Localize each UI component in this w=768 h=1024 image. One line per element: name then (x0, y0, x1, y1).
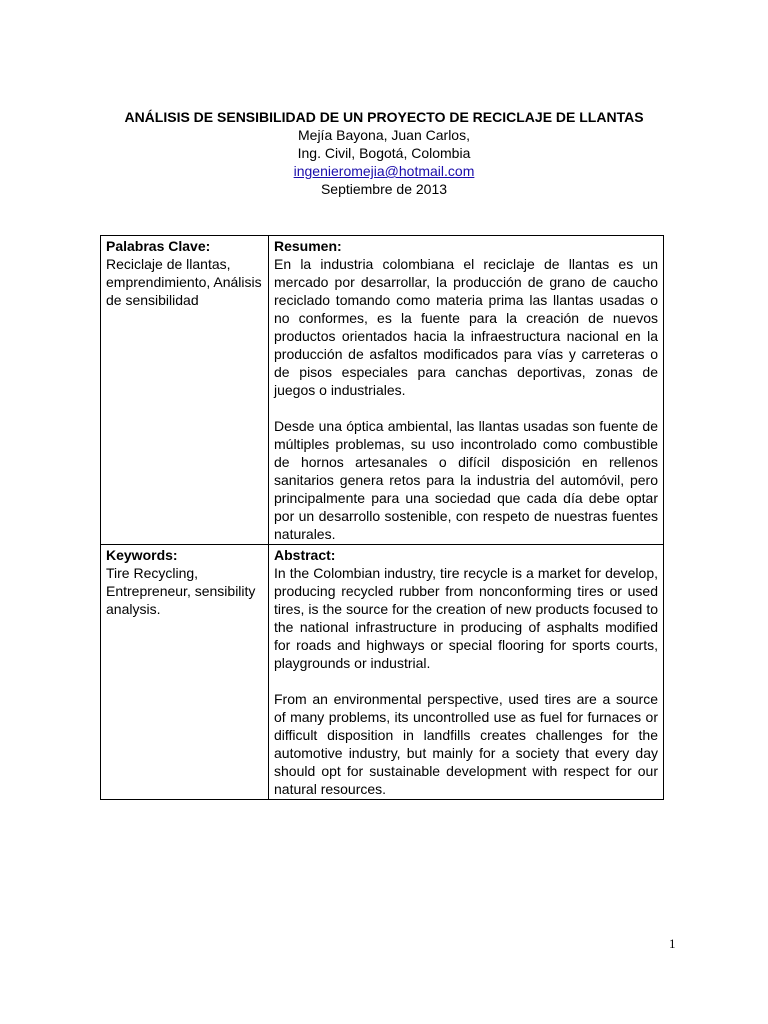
abstract-paragraph-2: From an environmental perspective, used tires are a source of many problems, its uncontrolled use as fuel for furnaces or difficult disposition in landfills creates challenges for the automotive industry, but mainly for a society that every day should opt for sustainable development with respect for our natural resources. (274, 691, 658, 797)
abstract-paragraph-1: In the Colombian industry, tire recycle is a market for develop, producing recycled rubber from nonconforming tires or used tires, is the source for the creation of new products focused to the national infrastructure in producing of asphalts modified for roads and highways or special flooring for sports courts, playgrounds or industrial. (274, 565, 658, 671)
author-email-link[interactable]: ingenieromejia@hotmail.com (293, 163, 475, 179)
resumen-paragraph-1: En la industria colombiana el reciclaje de llantas es un mercado por desarrollar, la producción de grano de caucho reciclado tomando como materia prima las llantas usadas o no conformes, es la fuente para la creación de nuevos productos orientados hacia la infraestructura nacional en la producción de asfaltos modificados para vías y carreteras o de pisos especiales para canchas deportivas, zonas de juegos o industriales. (274, 256, 658, 398)
resumen-paragraph-2: Desde una óptica ambiental, las llantas usadas son fuente de múltiples problemas, su uso incontrolado como combustible de hornos artesanales o difícil disposición en rellenos sanitarios genera retos para la industria del automóvil, pero principalmente para una sociedad que cada día debe optar por un desarrollo sostenible, con respeto de nuestras fuentes naturales. (274, 418, 658, 542)
keywords-abstract-table (100, 235, 664, 800)
palabras-clave-label: Palabras Clave: (106, 238, 211, 254)
keywords-text: Tire Recycling, Entrepreneur, sensibility analysis. (106, 565, 256, 617)
palabras-clave-text: Reciclaje de llantas, emprendimiento, Análisis de sensibilidad (106, 256, 262, 308)
author-name: Mejía Bayona, Juan Carlos, (298, 127, 470, 143)
document-header (0, 108, 768, 198)
publication-date: Septiembre de 2013 (320, 181, 448, 197)
abstract-cell (269, 545, 664, 800)
resumen-label: Resumen: (274, 238, 342, 254)
spanish-row (101, 236, 664, 545)
palabras-clave-cell (101, 236, 269, 545)
keywords-cell (101, 545, 269, 800)
author-affiliation: Ing. Civil, Bogotá, Colombia (297, 145, 471, 161)
abstract-label: Abstract: (274, 547, 336, 563)
english-row (101, 545, 664, 800)
resumen-cell (269, 236, 664, 545)
keywords-label: Keywords: (106, 547, 178, 563)
page-number: 1 (669, 936, 676, 951)
paper-title: ANÁLISIS DE SENSIBILIDAD DE UN PROYECTO DE RECICLAJE DE LLANTAS (124, 109, 644, 125)
